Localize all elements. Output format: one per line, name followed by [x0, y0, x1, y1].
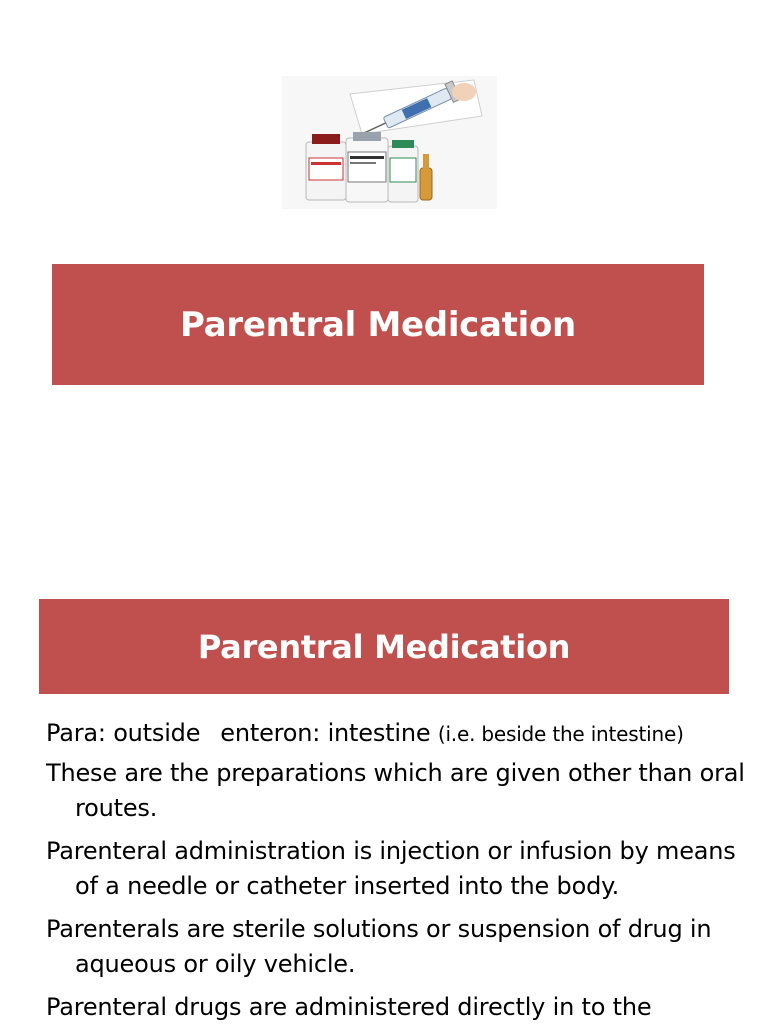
- paragraph: Parenteral drugs are administered directly in to the: [46, 993, 652, 1021]
- slide-body: [46, 716, 746, 1033]
- definition-para: Para: outside: [46, 719, 201, 747]
- slide-title: Parentral Medication: [180, 304, 576, 345]
- syringe-vials-image: [282, 76, 497, 209]
- paragraph: These are the preparations which are given other than oral routes.: [46, 759, 745, 822]
- title-banner: [52, 264, 704, 385]
- definition-enteron: enteron: intestine: [220, 719, 431, 747]
- paragraph: Parenteral administration is injection or infusion by means of a needle or catheter inserted into the body.: [46, 837, 736, 900]
- section-title: Parentral Medication: [197, 627, 571, 666]
- section-banner: [39, 599, 729, 694]
- paragraph: Parenterals are sterile solutions or suspension of drug in aqueous or oily vehicle.: [46, 915, 712, 978]
- syringe-icon: [282, 76, 497, 209]
- definition-note: (i.e. beside the intestine): [437, 722, 684, 746]
- definition-line: [46, 716, 746, 752]
